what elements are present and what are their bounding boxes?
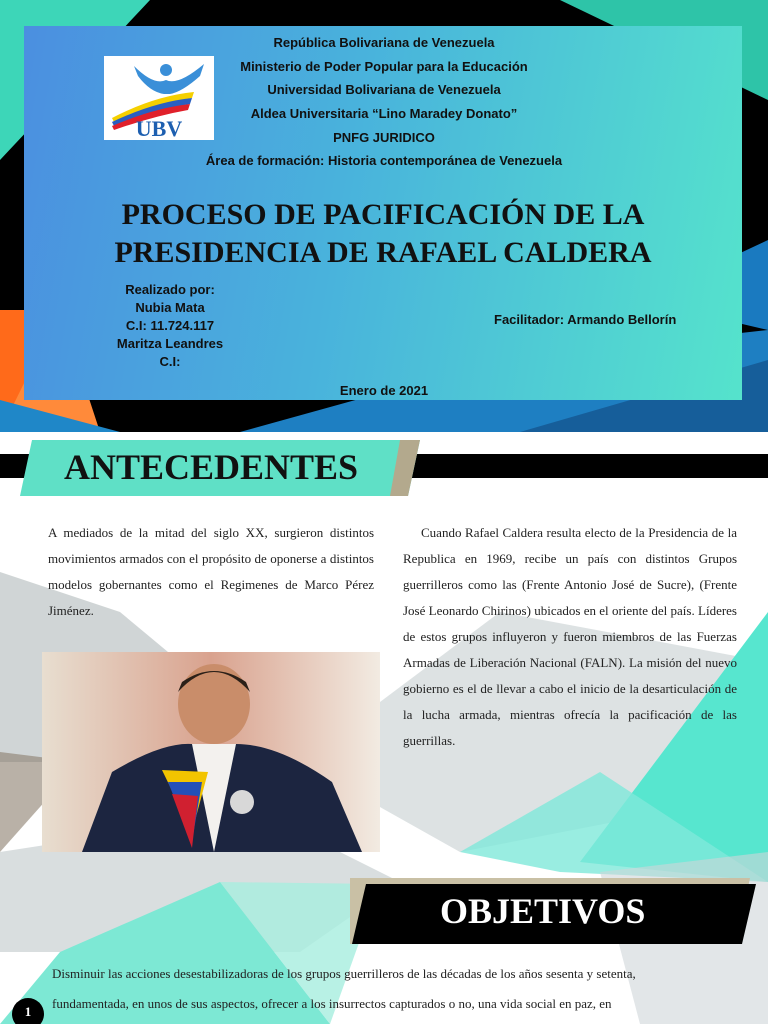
objetivos-line-1: Disminuir las acciones desestabilizadoras de los grupos guerrilleros de las décadas de los años sesenta y setenta, bbox=[52, 966, 636, 981]
header-line-4: Aldea Universitaria “Lino Maradey Donato” bbox=[250, 106, 518, 121]
author-line-2: C.I: 11.724.117 bbox=[125, 318, 215, 333]
date: Enero de 2021 bbox=[339, 383, 429, 398]
title-line-2: PRESIDENCIA DE RAFAEL CALDERA bbox=[114, 236, 652, 269]
author-line-3: Maritza Leandres bbox=[116, 336, 224, 351]
logo-text: UBV bbox=[135, 116, 183, 141]
header-line-3: Universidad Bolivariana de Venezuela bbox=[267, 82, 501, 97]
page-number-badge: 1 bbox=[12, 998, 44, 1024]
header-line-1: República Bolivariana de Venezuela bbox=[273, 35, 495, 50]
content-slide bbox=[0, 432, 768, 1024]
authors-label: Realizado por: bbox=[125, 282, 215, 297]
antecedentes-right-paragraph: Cuando Rafael Caldera resulta electo de la Presidencia de la Republica en 1969, recibe un país con distintos Grupos guerrilleros como las (Frente Antonio José de Sucre), (Frente José Leonardo Chirinos) ubicados en el oriente del país. Líderes de estos grupos influyeron y fueron miembros de las Fuerzas Armadas de Liberación Nacional (FALN). La misión del nuevo gobierno es el de llevar a cabo el inicio de la desarticulación de la lucha armada, mientras ofrecía la pacificación de las guerrillas. bbox=[403, 525, 737, 748]
portrait-figure bbox=[42, 652, 380, 852]
portrait-photo bbox=[42, 652, 380, 852]
header-line-6: Área de formación: Historia contemporánea de Venezuela bbox=[205, 153, 563, 168]
title-line-1: PROCESO DE PACIFICACIÓN DE LA bbox=[121, 198, 645, 231]
title-slide bbox=[0, 0, 768, 432]
page-title bbox=[24, 196, 742, 272]
author-line-1: Nubia Mata bbox=[135, 300, 205, 315]
header-line-2: Ministerio de Poder Popular para la Educación bbox=[240, 59, 528, 74]
antecedentes-left-paragraph: A mediados de la mitad del siglo XX, surgieron distintos movimientos armados con el propósito de oponerse a distintos modelos gobernantes como el Regimenes de Marco Pérez Jiménez. bbox=[48, 525, 374, 618]
objetivos-heading: OBJETIVOS bbox=[440, 891, 646, 931]
facilitator: Facilitador: Armando Bellorín bbox=[494, 312, 677, 327]
antecedentes-heading: ANTECEDENTES bbox=[64, 447, 359, 487]
objetivos-line-2: fundamentada, en unos de sus aspectos, ofrecer a los insurrectos capturados o no, una vida social en paz, en bbox=[52, 996, 612, 1011]
header-line-5: PNFG JURIDICO bbox=[333, 130, 435, 145]
author-line-4: C.I: bbox=[159, 354, 181, 369]
